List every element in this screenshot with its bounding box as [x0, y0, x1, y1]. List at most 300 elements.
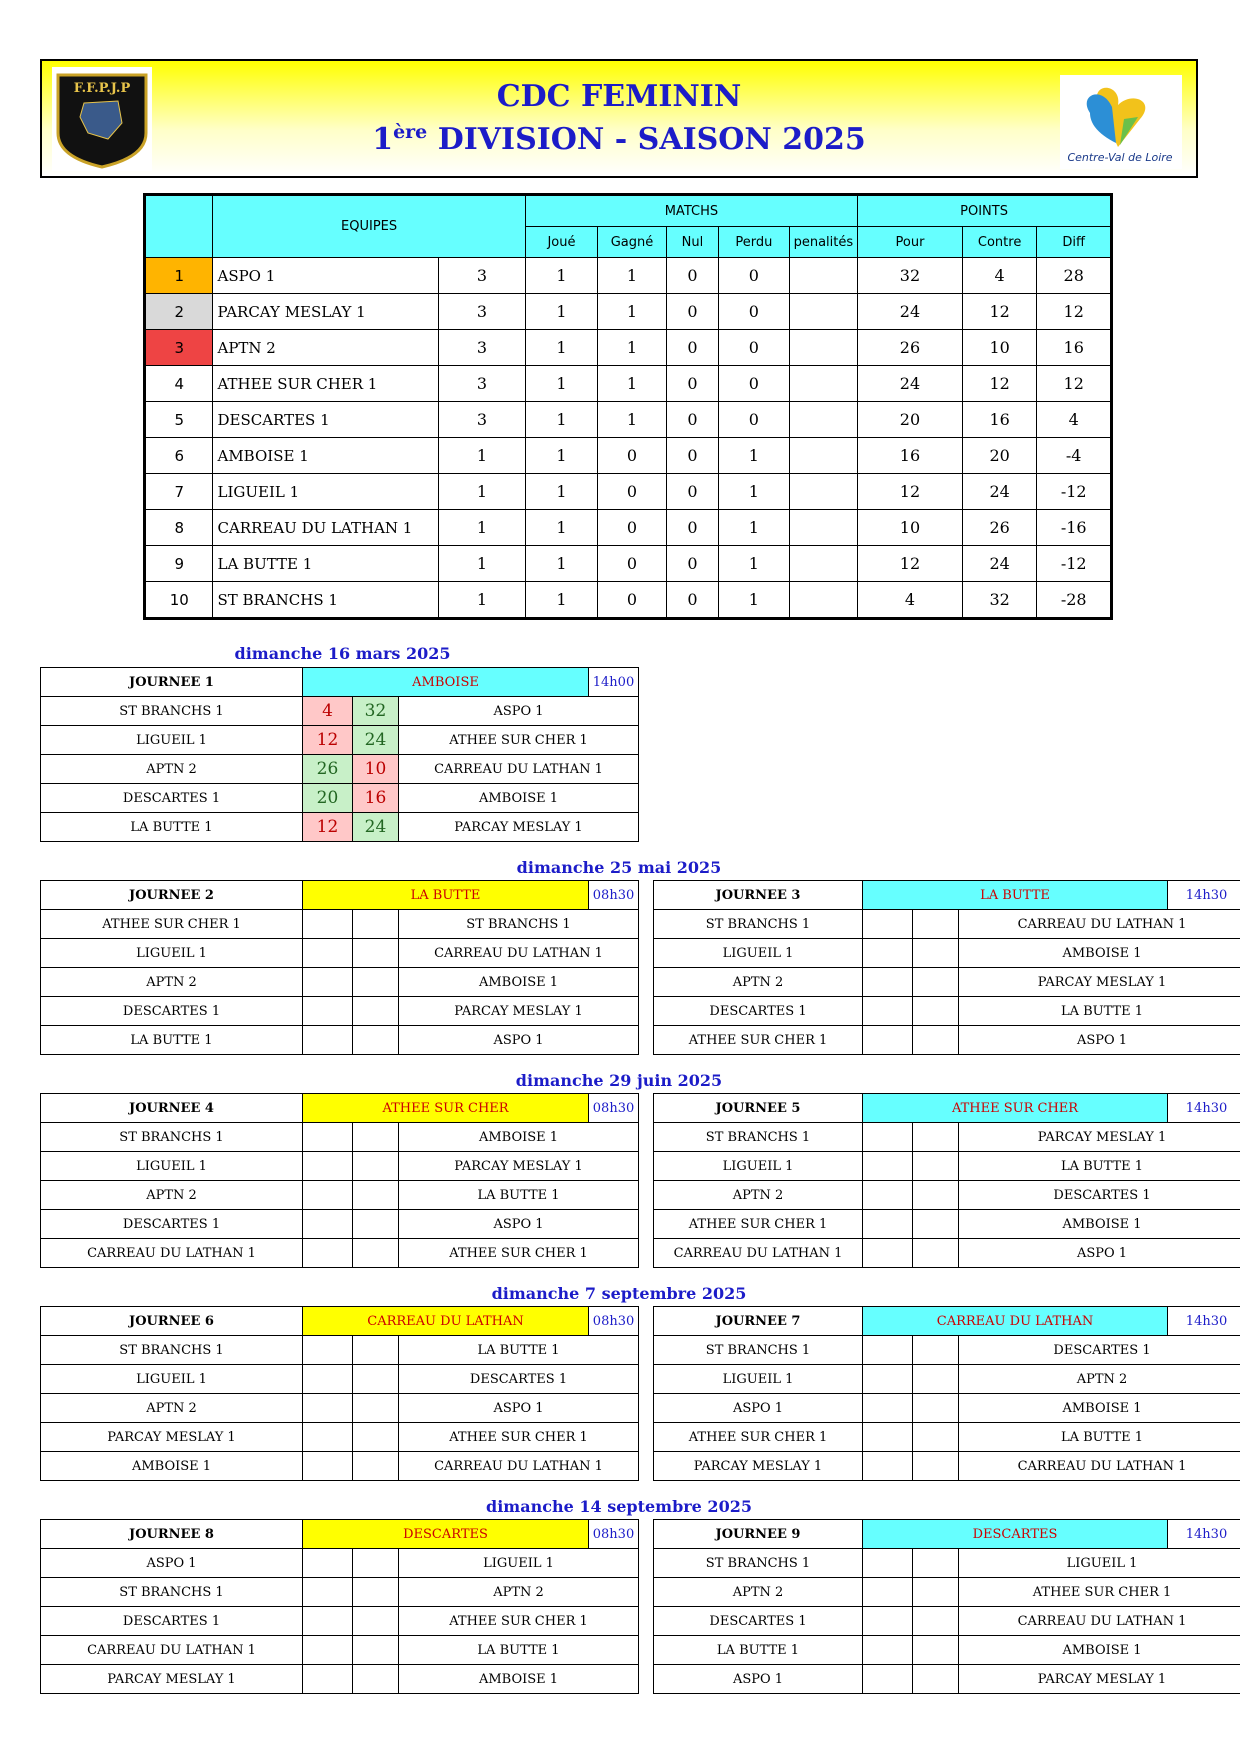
perdu-cell: 0	[719, 330, 790, 366]
home-team: ST BRANCHS 1	[41, 1336, 303, 1365]
away-score	[913, 1549, 959, 1578]
contre-cell: 10	[962, 330, 1037, 366]
match-row	[41, 968, 639, 997]
home-team: AMBOISE 1	[41, 1452, 303, 1481]
home-score	[303, 1181, 353, 1210]
home-score	[303, 1665, 353, 1694]
match-row	[41, 1423, 639, 1452]
gagne-cell: 1	[598, 294, 666, 330]
home-score: 12	[303, 813, 353, 842]
home-team: ST BRANCHS 1	[654, 910, 863, 939]
col-joue: Joué	[525, 227, 598, 258]
points-cell: 1	[439, 438, 526, 474]
home-team: ST BRANCHS 1	[654, 1123, 863, 1152]
away-score	[913, 997, 959, 1026]
away-team: CARREAU DU LATHAN 1	[399, 1452, 639, 1481]
match-row	[41, 784, 639, 813]
match-row	[41, 1336, 639, 1365]
perdu-cell: 0	[719, 402, 790, 438]
contre-cell: 26	[962, 510, 1037, 546]
away-score	[913, 1336, 959, 1365]
rank-cell: 10	[145, 582, 213, 619]
nul-cell: 0	[666, 330, 718, 366]
time-cell: 14h30	[1168, 1094, 1240, 1123]
pour-cell: 20	[858, 402, 963, 438]
home-team: ATHEE SUR CHER 1	[654, 1423, 863, 1452]
penalites-cell	[789, 546, 858, 582]
penalites-cell	[789, 402, 858, 438]
col-perdu: Perdu	[719, 227, 790, 258]
home-team: APTN 2	[654, 1181, 863, 1210]
points-cell: 3	[439, 258, 526, 294]
home-score	[303, 1578, 353, 1607]
penalites-cell	[789, 438, 858, 474]
away-team: ATHEE SUR CHER 1	[399, 1239, 639, 1268]
away-team: AMBOISE 1	[399, 784, 639, 813]
page-subtitle: 1ère DIVISION - SAISON 2025	[372, 121, 866, 157]
away-score	[913, 1365, 959, 1394]
journee-table	[653, 1093, 1240, 1268]
journee-header-row	[41, 1520, 639, 1549]
away-score	[353, 1452, 399, 1481]
page-title: CDC FEMININ	[496, 79, 742, 114]
perdu-cell: 0	[719, 294, 790, 330]
home-score	[863, 1181, 913, 1210]
away-score: 16	[353, 784, 399, 813]
diff-cell: -4	[1037, 438, 1112, 474]
away-team: LA BUTTE 1	[959, 1423, 1240, 1452]
away-team: AMBOISE 1	[959, 939, 1240, 968]
home-score: 4	[303, 697, 353, 726]
home-team: PARCAY MESLAY 1	[41, 1423, 303, 1452]
home-score	[863, 1365, 913, 1394]
matchs-header: MATCHS	[525, 195, 857, 227]
contre-cell: 24	[962, 474, 1037, 510]
away-score	[353, 968, 399, 997]
rank-cell: 4	[145, 366, 213, 402]
away-team: DESCARTES 1	[959, 1181, 1240, 1210]
perdu-cell: 0	[719, 366, 790, 402]
svg-text:F.F.P.J.P: F.F.P.J.P	[73, 81, 131, 96]
match-row	[654, 1452, 1240, 1481]
home-score	[303, 1423, 353, 1452]
team-name: CARREAU DU LATHAN 1	[213, 510, 439, 546]
team-name: ATHEE SUR CHER 1	[213, 366, 439, 402]
col-contre: Contre	[962, 227, 1037, 258]
home-score	[303, 1452, 353, 1481]
contre-cell: 16	[962, 402, 1037, 438]
diff-cell: 28	[1037, 258, 1112, 294]
diff-cell: -28	[1037, 582, 1112, 619]
match-row	[654, 1210, 1240, 1239]
match-row	[41, 1636, 639, 1665]
perdu-cell: 1	[719, 438, 790, 474]
team-name: DESCARTES 1	[213, 402, 439, 438]
home-score	[863, 1026, 913, 1055]
team-name: ST BRANCHS 1	[213, 582, 439, 619]
gagne-cell: 1	[598, 402, 666, 438]
perdu-cell: 0	[719, 258, 790, 294]
journee-name: JOURNEE 3	[654, 881, 863, 910]
gagne-cell: 1	[598, 330, 666, 366]
home-score	[863, 1636, 913, 1665]
home-team: DESCARTES 1	[654, 1607, 863, 1636]
ffpjp-logo	[52, 67, 152, 171]
home-team: CARREAU DU LATHAN 1	[654, 1239, 863, 1268]
nul-cell: 0	[666, 474, 718, 510]
away-score	[913, 1607, 959, 1636]
journee-name: JOURNEE 7	[654, 1307, 863, 1336]
match-row	[654, 1152, 1240, 1181]
perdu-cell: 1	[719, 510, 790, 546]
penalites-cell	[789, 582, 858, 619]
journee-name: JOURNEE 8	[41, 1520, 303, 1549]
rank-cell: 7	[145, 474, 213, 510]
away-team: AMBOISE 1	[399, 1123, 639, 1152]
home-score	[863, 997, 913, 1026]
home-team: DESCARTES 1	[41, 1607, 303, 1636]
home-score	[303, 910, 353, 939]
match-row	[41, 726, 639, 755]
points-cell: 1	[439, 546, 526, 582]
pour-cell: 4	[858, 582, 963, 619]
away-team: ATHEE SUR CHER 1	[399, 1607, 639, 1636]
away-score	[913, 1026, 959, 1055]
home-score	[863, 1452, 913, 1481]
match-row	[41, 813, 639, 842]
away-team: PARCAY MESLAY 1	[959, 1665, 1240, 1694]
joue-cell: 1	[525, 582, 598, 619]
contre-cell: 12	[962, 366, 1037, 402]
standings-header-row	[145, 195, 1112, 227]
journee-header-row	[654, 1094, 1240, 1123]
gagne-cell: 1	[598, 258, 666, 294]
points-cell: 3	[439, 294, 526, 330]
rank-cell: 8	[145, 510, 213, 546]
penalites-cell	[789, 510, 858, 546]
away-score	[353, 1026, 399, 1055]
standings-row	[145, 294, 1112, 330]
match-row	[654, 1636, 1240, 1665]
home-score	[863, 1549, 913, 1578]
team-name: APTN 2	[213, 330, 439, 366]
away-team: LA BUTTE 1	[399, 1181, 639, 1210]
home-team: APTN 2	[41, 968, 303, 997]
home-score: 12	[303, 726, 353, 755]
time-cell: 14h30	[1168, 881, 1240, 910]
away-team: AMBOISE 1	[959, 1394, 1240, 1423]
joue-cell: 1	[525, 402, 598, 438]
away-team: LA BUTTE 1	[959, 997, 1240, 1026]
home-team: LIGUEIL 1	[41, 1365, 303, 1394]
venue-cell: DESCARTES	[863, 1520, 1168, 1549]
match-row	[654, 1365, 1240, 1394]
away-score	[913, 1152, 959, 1181]
time-cell: 08h30	[589, 1307, 639, 1336]
home-team: LA BUTTE 1	[654, 1636, 863, 1665]
journee-table	[40, 667, 639, 842]
away-team: ASPO 1	[399, 697, 639, 726]
time-cell: 08h30	[589, 1094, 639, 1123]
venue-cell: AMBOISE	[303, 668, 589, 697]
journee-header-row	[41, 668, 639, 697]
home-team: PARCAY MESLAY 1	[654, 1452, 863, 1481]
home-team: CARREAU DU LATHAN 1	[41, 1239, 303, 1268]
rank-cell: 3	[145, 330, 213, 366]
diff-cell: 4	[1037, 402, 1112, 438]
joue-cell: 1	[525, 330, 598, 366]
journee-header-row	[41, 1307, 639, 1336]
time-cell: 08h30	[589, 881, 639, 910]
team-name: ASPO 1	[213, 258, 439, 294]
home-score	[303, 1239, 353, 1268]
nul-cell: 0	[666, 546, 718, 582]
home-team: ST BRANCHS 1	[41, 697, 303, 726]
away-team: ATHEE SUR CHER 1	[399, 726, 639, 755]
home-team: ST BRANCHS 1	[41, 1123, 303, 1152]
home-score	[303, 968, 353, 997]
gagne-cell: 0	[598, 546, 666, 582]
home-team: ST BRANCHS 1	[654, 1336, 863, 1365]
standings-row	[145, 330, 1112, 366]
match-row	[654, 910, 1240, 939]
away-score	[913, 1181, 959, 1210]
away-team: ASPO 1	[959, 1026, 1240, 1055]
away-score	[353, 1365, 399, 1394]
home-score: 26	[303, 755, 353, 784]
home-score	[863, 1423, 913, 1452]
away-team: PARCAY MESLAY 1	[399, 1152, 639, 1181]
points-cell: 1	[439, 510, 526, 546]
match-row	[654, 1181, 1240, 1210]
match-row	[41, 1452, 639, 1481]
home-team: DESCARTES 1	[41, 784, 303, 813]
penalites-cell	[789, 330, 858, 366]
diff-cell: -12	[1037, 546, 1112, 582]
journee-table	[40, 1093, 639, 1268]
match-row	[654, 1607, 1240, 1636]
venue-cell: ATHEE SUR CHER	[863, 1094, 1168, 1123]
away-score	[353, 1549, 399, 1578]
home-team: DESCARTES 1	[654, 997, 863, 1026]
rank-cell: 1	[145, 258, 213, 294]
journee-table	[40, 880, 639, 1055]
penalites-cell	[789, 294, 858, 330]
away-score	[353, 910, 399, 939]
journee-name: JOURNEE 1	[41, 668, 303, 697]
home-team: DESCARTES 1	[41, 1210, 303, 1239]
home-score: 20	[303, 784, 353, 813]
away-score	[353, 1239, 399, 1268]
home-team: LIGUEIL 1	[41, 939, 303, 968]
contre-cell: 24	[962, 546, 1037, 582]
home-team: ASPO 1	[654, 1394, 863, 1423]
diff-cell: -16	[1037, 510, 1112, 546]
col-penalites: penalités	[789, 227, 858, 258]
time-cell: 14h30	[1168, 1520, 1240, 1549]
team-name: AMBOISE 1	[213, 438, 439, 474]
standings-row	[145, 438, 1112, 474]
pour-cell: 16	[858, 438, 963, 474]
home-score	[863, 910, 913, 939]
away-team: LA BUTTE 1	[959, 1152, 1240, 1181]
journee-header-row	[654, 1520, 1240, 1549]
region-logo	[1060, 75, 1182, 169]
away-team: PARCAY MESLAY 1	[399, 813, 639, 842]
away-score	[913, 1123, 959, 1152]
venue-cell: DESCARTES	[303, 1520, 589, 1549]
match-row	[41, 1549, 639, 1578]
home-team: APTN 2	[41, 1394, 303, 1423]
match-row	[41, 755, 639, 784]
away-score	[913, 1423, 959, 1452]
nul-cell: 0	[666, 438, 718, 474]
perdu-cell: 1	[719, 474, 790, 510]
nul-cell: 0	[666, 582, 718, 619]
joue-cell: 1	[525, 438, 598, 474]
away-score	[353, 1423, 399, 1452]
journee-name: JOURNEE 4	[41, 1094, 303, 1123]
points-cell: 3	[439, 330, 526, 366]
journee-table	[40, 1306, 639, 1481]
home-score	[863, 1665, 913, 1694]
pour-cell: 10	[858, 510, 963, 546]
away-score	[353, 939, 399, 968]
away-score	[353, 1123, 399, 1152]
home-score	[303, 1210, 353, 1239]
date-heading: dimanche 25 mai 2025	[516, 858, 722, 877]
standings-row	[145, 258, 1112, 294]
match-row	[41, 939, 639, 968]
nul-cell: 0	[666, 294, 718, 330]
away-score	[913, 968, 959, 997]
venue-cell: ATHEE SUR CHER	[303, 1094, 589, 1123]
away-team: ASPO 1	[399, 1210, 639, 1239]
time-cell: 14h00	[589, 668, 639, 697]
points-cell: 1	[439, 474, 526, 510]
match-row	[41, 997, 639, 1026]
gagne-cell: 1	[598, 366, 666, 402]
away-score	[353, 1636, 399, 1665]
away-team: APTN 2	[399, 1578, 639, 1607]
away-score	[913, 1239, 959, 1268]
away-score	[913, 1210, 959, 1239]
standings-row	[145, 546, 1112, 582]
away-team: AMBOISE 1	[399, 1665, 639, 1694]
away-score	[353, 1665, 399, 1694]
away-score: 10	[353, 755, 399, 784]
team-name: LA BUTTE 1	[213, 546, 439, 582]
rank-cell: 9	[145, 546, 213, 582]
home-score	[303, 1394, 353, 1423]
home-team: APTN 2	[654, 968, 863, 997]
home-score	[303, 1123, 353, 1152]
home-team: LIGUEIL 1	[654, 1152, 863, 1181]
away-team: PARCAY MESLAY 1	[959, 968, 1240, 997]
home-team: ASPO 1	[654, 1665, 863, 1694]
away-score	[353, 1578, 399, 1607]
gagne-cell: 0	[598, 582, 666, 619]
svg-text:Centre-Val de Loire: Centre-Val de Loire	[1067, 151, 1173, 164]
home-team: LA BUTTE 1	[41, 1026, 303, 1055]
journee-table	[653, 1306, 1240, 1481]
match-row	[41, 1026, 639, 1055]
home-score	[303, 1636, 353, 1665]
contre-cell: 4	[962, 258, 1037, 294]
penalites-cell	[789, 474, 858, 510]
home-team: PARCAY MESLAY 1	[41, 1665, 303, 1694]
away-team: AMBOISE 1	[959, 1636, 1240, 1665]
diff-cell: 16	[1037, 330, 1112, 366]
venue-cell: CARREAU DU LATHAN	[303, 1307, 589, 1336]
pour-cell: 32	[858, 258, 963, 294]
home-team: APTN 2	[41, 755, 303, 784]
away-team: LIGUEIL 1	[959, 1549, 1240, 1578]
pour-cell: 24	[858, 294, 963, 330]
home-score	[863, 1394, 913, 1423]
contre-cell: 20	[962, 438, 1037, 474]
away-team: ST BRANCHS 1	[399, 910, 639, 939]
away-team: ASPO 1	[399, 1394, 639, 1423]
journee-header-row	[654, 1307, 1240, 1336]
away-team: CARREAU DU LATHAN 1	[959, 910, 1240, 939]
away-score	[353, 1607, 399, 1636]
page-header	[40, 59, 1198, 178]
away-team: AMBOISE 1	[399, 968, 639, 997]
match-row	[654, 1549, 1240, 1578]
diff-cell: 12	[1037, 294, 1112, 330]
away-score: 24	[353, 726, 399, 755]
gagne-cell: 0	[598, 510, 666, 546]
away-team: DESCARTES 1	[399, 1365, 639, 1394]
away-team: CARREAU DU LATHAN 1	[959, 1607, 1240, 1636]
away-score: 32	[353, 697, 399, 726]
match-row	[41, 1394, 639, 1423]
home-score	[863, 1123, 913, 1152]
home-team: ASPO 1	[41, 1549, 303, 1578]
home-team: CARREAU DU LATHAN 1	[41, 1636, 303, 1665]
home-team: ST BRANCHS 1	[654, 1549, 863, 1578]
home-team: LIGUEIL 1	[41, 726, 303, 755]
match-row	[41, 910, 639, 939]
pour-cell: 26	[858, 330, 963, 366]
rank-header	[145, 195, 213, 258]
journee-name: JOURNEE 2	[41, 881, 303, 910]
match-row	[654, 1423, 1240, 1452]
match-row	[41, 697, 639, 726]
away-score	[913, 1452, 959, 1481]
home-score	[863, 1210, 913, 1239]
home-score	[303, 1365, 353, 1394]
contre-cell: 12	[962, 294, 1037, 330]
nul-cell: 0	[666, 366, 718, 402]
match-row	[654, 1665, 1240, 1694]
contre-cell: 32	[962, 582, 1037, 619]
match-row	[41, 1239, 639, 1268]
joue-cell: 1	[525, 258, 598, 294]
time-cell: 14h30	[1168, 1307, 1240, 1336]
away-score	[913, 1578, 959, 1607]
home-score	[863, 1239, 913, 1268]
standings-row	[145, 402, 1112, 438]
joue-cell: 1	[525, 366, 598, 402]
journee-name: JOURNEE 5	[654, 1094, 863, 1123]
match-row	[41, 1607, 639, 1636]
home-score	[303, 1607, 353, 1636]
joue-cell: 1	[525, 474, 598, 510]
away-score	[353, 1394, 399, 1423]
rank-cell: 2	[145, 294, 213, 330]
